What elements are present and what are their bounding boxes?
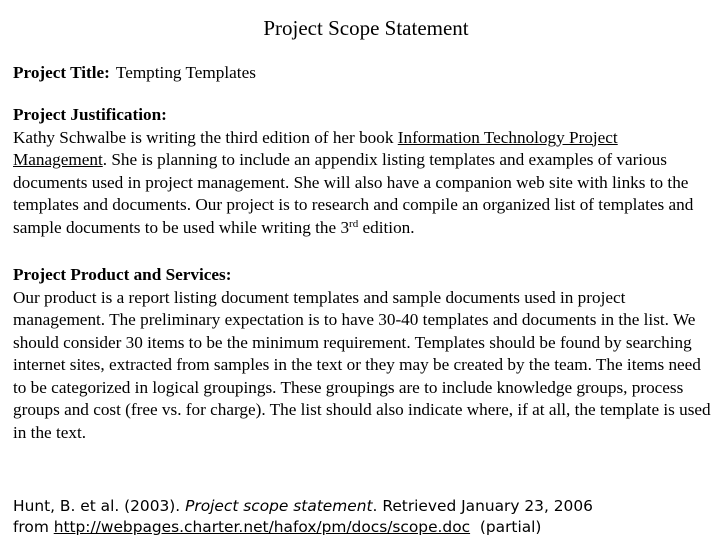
project-title-value: Tempting Templates bbox=[115, 63, 256, 82]
justification-text bbox=[13, 127, 713, 240]
book-title: Information Technology Project Management bbox=[13, 127, 618, 169]
citation bbox=[13, 496, 713, 538]
justification-text-body: . She is planning to include an appendix listing templates and examples of various documents used in project management. She will also have a companion web site with links to the templates and documents. Our project is to research and compile an organized list of templates and sample documents to be used while writing the 3 bbox=[13, 150, 694, 237]
citation-work: Project scope statement bbox=[185, 497, 373, 515]
citation-from: from bbox=[13, 518, 54, 536]
citation-authors: Hunt, B. et al. (2003). bbox=[13, 497, 186, 515]
project-title-row bbox=[13, 62, 713, 85]
citation-line-2 bbox=[13, 517, 713, 538]
page-title: Project Scope Statement bbox=[263, 16, 469, 40]
citation-line-1 bbox=[13, 496, 713, 517]
citation-retrieved: . Retrieved January 23, 2006 bbox=[372, 497, 593, 515]
justification-section bbox=[13, 104, 713, 239]
ordinal-superscript: rd bbox=[349, 217, 359, 230]
justification-text-end: edition. bbox=[358, 217, 415, 237]
product-heading: Project Product and Services: bbox=[13, 265, 232, 284]
citation-url-link[interactable]: http://webpages.charter.net/hafox/pm/docs/scope.doc bbox=[53, 518, 471, 536]
product-section bbox=[13, 264, 713, 444]
justification-text-lead: Kathy Schwalbe is writing the third edition of her book bbox=[13, 127, 398, 147]
citation-note: (partial) bbox=[470, 518, 542, 536]
product-text: Our product is a report listing document templates and sample documents used in project management. The preliminary expectation is to have 30-40 templates and documents in the list. We should consider 30 items to be the minimum requirement. Templates should be found by searching internet sites, extracted from samples in the text or they may be created by the team. The items need to be categorized in logical groupings. These groupings are to include knowledge groups, process groups and cost (free vs. for charge). The list should also indicate where, if at all, the template is used in the text. bbox=[13, 287, 711, 442]
project-title-label: Project Title: bbox=[13, 63, 110, 82]
justification-heading: Project Justification: bbox=[13, 105, 167, 124]
